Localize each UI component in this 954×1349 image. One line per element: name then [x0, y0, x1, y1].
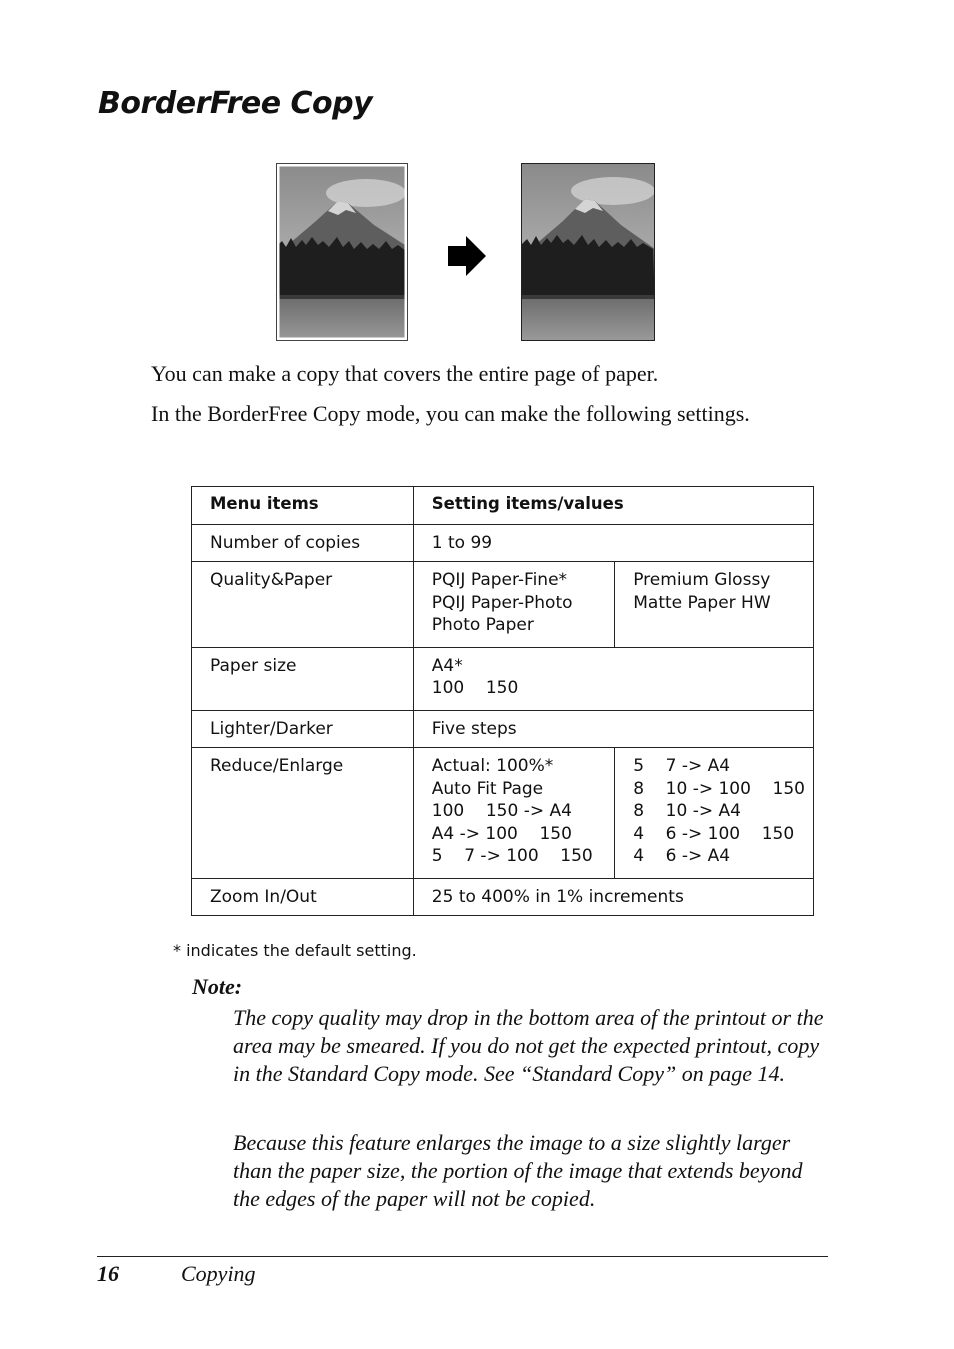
value-line: Photo Paper: [431, 615, 534, 635]
row-item-label: Zoom In/Out: [192, 878, 414, 916]
row-value: [413, 647, 813, 710]
original-photo-with-border: [276, 163, 408, 341]
row-value: [615, 748, 814, 879]
value-line: Premium Glossy: [633, 570, 771, 590]
value-line: 5 7 -> A4: [633, 756, 731, 776]
table-row: [192, 748, 814, 879]
value-line: 8 10 -> 100 150: [633, 778, 805, 799]
value-line: 100 150 -> A4: [431, 801, 572, 821]
value-line: PQIJ Paper-Photo: [431, 592, 573, 613]
note-label: Note:: [192, 974, 243, 999]
value-line: Matte Paper HW: [633, 592, 771, 613]
value-line: 8 10 -> A4: [633, 801, 741, 821]
value-line: Auto Fit Page: [431, 778, 544, 799]
settings-table: [191, 486, 814, 916]
table-row: [192, 524, 814, 562]
row-value: Five steps: [413, 710, 813, 748]
value-line: Actual: 100%*: [431, 756, 554, 776]
value-line: A4 -> 100 150: [431, 823, 572, 844]
value-line: 4 6 -> A4: [633, 846, 731, 866]
right-arrow-icon: [446, 236, 488, 276]
table-row: [192, 710, 814, 748]
table-row: [192, 562, 814, 648]
note-paragraph-2: Because this feature enlarges the image to a size slightly larger than the paper size, the portion of the image that extends beyond the edges of the paper will not be copied.: [233, 1130, 803, 1211]
row-value: [413, 748, 614, 879]
default-footnote: * indicates the default setting.: [173, 941, 417, 960]
value-line: 4 6 -> 100 150: [633, 823, 795, 844]
row-item-label: Number of copies: [192, 524, 414, 562]
table-header-row: [192, 487, 814, 525]
row-item-label: Reduce/Enlarge: [192, 748, 414, 879]
row-item-label: Lighter/Darker: [192, 710, 414, 748]
row-value: 25 to 400% in 1% increments: [413, 878, 813, 916]
note-paragraph-1: The copy quality may drop in the bottom area of the printout or the area may be smeared. If you do not get the expected printout, copy in the Standard Copy mode. See “Standard Copy” on page 14.: [233, 1005, 824, 1086]
row-value: [413, 562, 614, 648]
footer-divider: [97, 1256, 828, 1257]
intro-paragraph-2: In the BorderFree Copy mode, you can make the following settings.: [151, 401, 750, 426]
header-menu-items: Menu items: [192, 487, 414, 525]
value-line: 100 150: [431, 678, 519, 698]
value-line: PQIJ Paper-Fine*: [431, 570, 568, 590]
section-name: Copying: [181, 1261, 256, 1286]
row-value: [615, 562, 814, 648]
row-value: 1 to 99: [413, 524, 813, 562]
row-item-label: Quality&Paper: [192, 562, 414, 648]
row-item-label: Paper size: [192, 647, 414, 710]
table-row: [192, 647, 814, 710]
value-line: A4*: [431, 655, 463, 676]
intro-paragraph-1: You can make a copy that covers the entire page of paper.: [151, 361, 659, 386]
page-title: BorderFree Copy: [98, 86, 373, 121]
header-setting-values: Setting items/values: [413, 487, 813, 525]
borderfree-illustration: [276, 163, 656, 341]
table-row: [192, 878, 814, 916]
value-line: 5 7 -> 100 150: [431, 846, 593, 866]
borderless-copy-photo: [521, 163, 653, 341]
page-number: 16: [97, 1261, 119, 1286]
